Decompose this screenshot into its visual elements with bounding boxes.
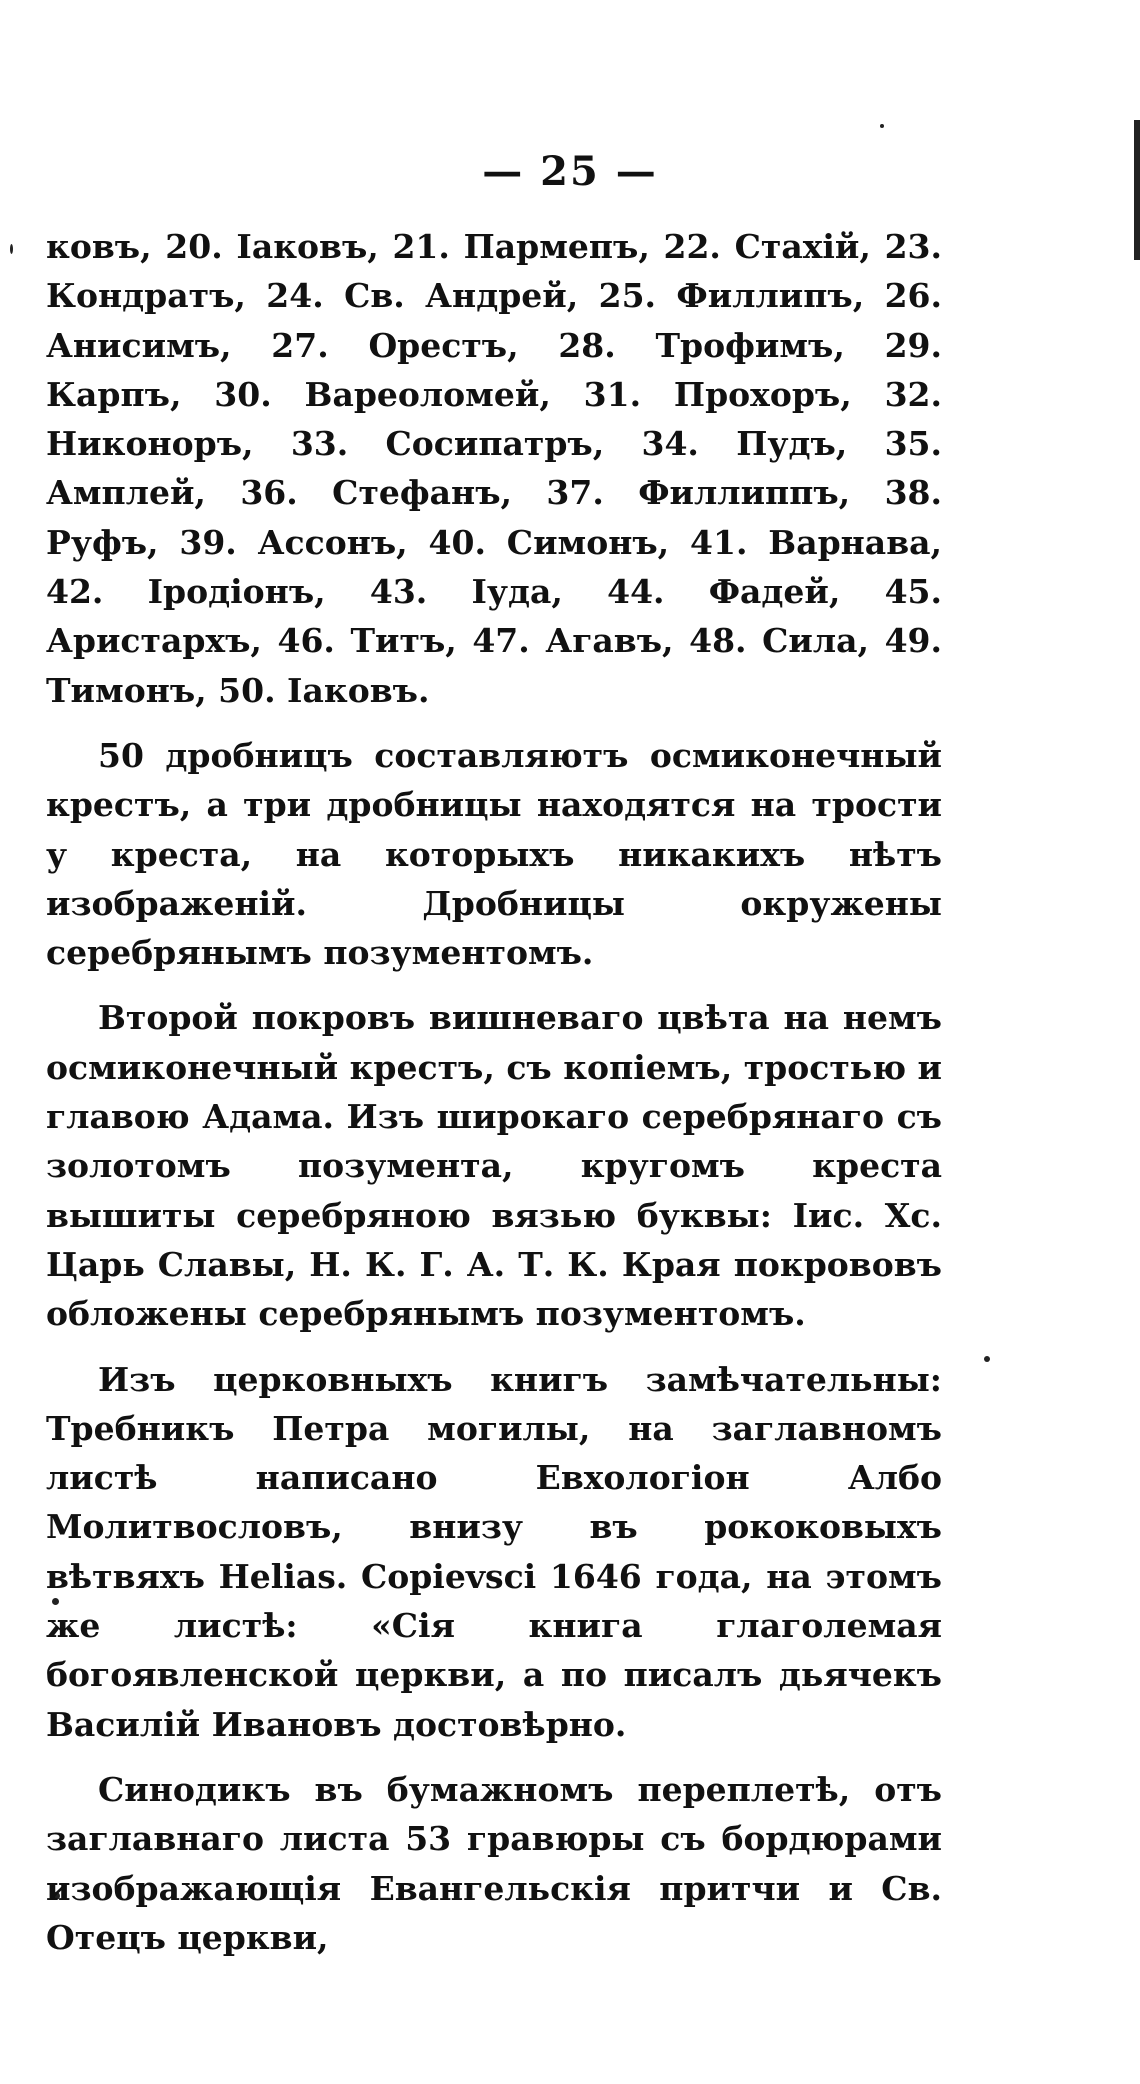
paragraph-second-cover: Второй покровъ вишневаго цвѣта на немъ осмиконечный крестъ, съ копіемъ, тростью и главою Адама. Изъ широкаго серебрянаго съ золотомъ позумента, кругомъ креста вышиты серебряною вязью буквы: Іис. Хс. Царь Славы, Н. К. Г. А. Т. К. Края покрововъ обложены серебрянымъ позументомъ. bbox=[46, 998, 942, 1334]
paragraph-drobnitsy: 50 дробницъ составляютъ осмиконечный крестъ, а три дробницы находятся на трости у креста, на которыхъ никакихъ нѣтъ изображеній. Дробницы окружены серебрянымъ позументомъ. bbox=[46, 735, 942, 973]
page-number: — 25 — bbox=[482, 148, 658, 195]
paragraph-sinodik: Синодикъ въ бумажномъ переплетѣ, отъ заглавнаго листа 53 гравюры съ бордюрами изображающія Евангельскія притчи и Св. Отецъ церкви, bbox=[46, 1769, 942, 1957]
ink-speck bbox=[984, 1356, 990, 1362]
paragraph-apostles-list: ковъ, 20. Іаковъ, 21. Пармепъ, 22. Стахій, 23. Кондратъ, 24. Св. Андрей, 25. Филлипъ, 26. Анисимъ, 27. Орестъ, 28. Трофимъ, 29. Карпъ, 30. Вареоломей, 31. Прохоръ, 32. Никоноръ, 33. Сосипатръ, 34. Пудъ, 35. Амплей, 36. Стефанъ, 37. Филлиппъ, 38. Руфъ, 39. Ассонъ, 40. Симонъ, 41. Варнава, 42. Іродіонъ, 43. Іуда, 44. Фадей, 45. Аристархъ, 46. Титъ, 47. Агавъ, 48. Сила, 49. Тимонъ, 50. Іаковъ. bbox=[46, 227, 942, 710]
ink-speck bbox=[880, 124, 884, 128]
paragraph-church-books: Изъ церковныхъ книгъ замѣчательны: Требникъ Петра могилы, на заглавномъ листѣ написано Евхологіон Албо Молитвословъ, внизу въ рококовыхъ вѣтвяхъ Helias. Copievsci 1646 года, на этомъ же листѣ: «Сія книга глаголемая богоявленской церкви, а по писалъ дьячекъ Василій Ивановъ достовѣрно. bbox=[46, 1359, 942, 1744]
ink-speck bbox=[10, 244, 13, 254]
body-text bbox=[46, 222, 942, 1962]
